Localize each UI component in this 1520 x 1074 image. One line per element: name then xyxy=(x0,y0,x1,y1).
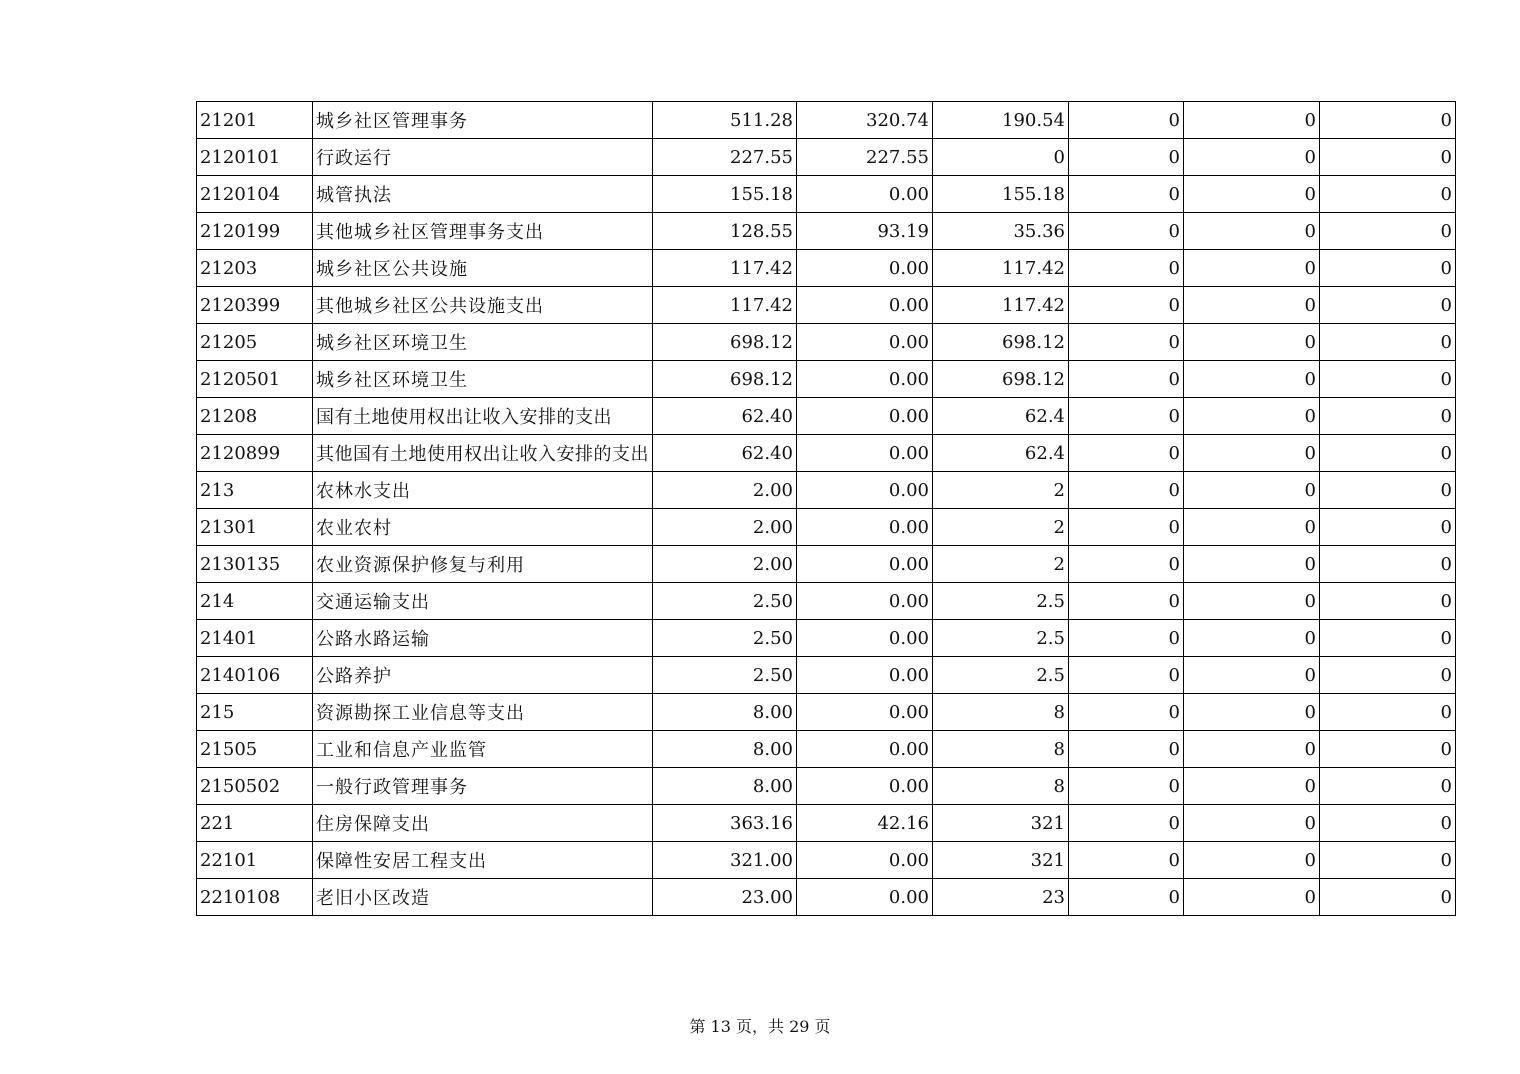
cell-name: 公路养护 xyxy=(313,657,653,694)
table-row xyxy=(197,250,1456,287)
cell-code: 215 xyxy=(197,694,313,731)
cell-value-2: 320.74 xyxy=(797,102,933,139)
cell-value-6: 0 xyxy=(1320,324,1456,361)
table-row xyxy=(197,620,1456,657)
table-row xyxy=(197,657,1456,694)
cell-name: 住房保障支出 xyxy=(313,805,653,842)
cell-value-5: 0 xyxy=(1184,657,1320,694)
cell-value-3: 698.12 xyxy=(933,324,1069,361)
cell-value-5: 0 xyxy=(1184,583,1320,620)
cell-value-2: 0.00 xyxy=(797,694,933,731)
cell-value-6: 0 xyxy=(1320,842,1456,879)
cell-value-6: 0 xyxy=(1320,546,1456,583)
table-row xyxy=(197,213,1456,250)
cell-value-1: 8.00 xyxy=(653,731,797,768)
cell-code: 2120899 xyxy=(197,435,313,472)
cell-value-5: 0 xyxy=(1184,546,1320,583)
cell-value-1: 511.28 xyxy=(653,102,797,139)
cell-value-6: 0 xyxy=(1320,472,1456,509)
cell-value-5: 0 xyxy=(1184,879,1320,916)
cell-value-5: 0 xyxy=(1184,287,1320,324)
cell-value-3: 62.4 xyxy=(933,435,1069,472)
cell-name: 工业和信息产业监管 xyxy=(313,731,653,768)
cell-value-5: 0 xyxy=(1184,213,1320,250)
cell-code: 21205 xyxy=(197,324,313,361)
cell-value-3: 321 xyxy=(933,842,1069,879)
cell-value-3: 698.12 xyxy=(933,361,1069,398)
cell-code: 21201 xyxy=(197,102,313,139)
cell-value-2: 0.00 xyxy=(797,842,933,879)
table-row xyxy=(197,583,1456,620)
cell-code: 21401 xyxy=(197,620,313,657)
cell-value-1: 227.55 xyxy=(653,139,797,176)
cell-value-6: 0 xyxy=(1320,509,1456,546)
cell-name: 老旧小区改造 xyxy=(313,879,653,916)
cell-value-1: 321.00 xyxy=(653,842,797,879)
cell-value-5: 0 xyxy=(1184,694,1320,731)
cell-value-4: 0 xyxy=(1069,879,1184,916)
cell-value-5: 0 xyxy=(1184,620,1320,657)
cell-name: 资源勘探工业信息等支出 xyxy=(313,694,653,731)
cell-name: 农林水支出 xyxy=(313,472,653,509)
cell-value-4: 0 xyxy=(1069,398,1184,435)
cell-value-4: 0 xyxy=(1069,546,1184,583)
cell-value-4: 0 xyxy=(1069,657,1184,694)
cell-value-2: 0.00 xyxy=(797,250,933,287)
cell-code: 2120101 xyxy=(197,139,313,176)
table-row xyxy=(197,842,1456,879)
cell-value-2: 0.00 xyxy=(797,287,933,324)
cell-value-1: 2.50 xyxy=(653,657,797,694)
cell-value-3: 190.54 xyxy=(933,102,1069,139)
cell-value-5: 0 xyxy=(1184,398,1320,435)
cell-value-1: 155.18 xyxy=(653,176,797,213)
cell-value-1: 23.00 xyxy=(653,879,797,916)
cell-code: 21208 xyxy=(197,398,313,435)
cell-name: 城管执法 xyxy=(313,176,653,213)
table-row xyxy=(197,805,1456,842)
table-row xyxy=(197,509,1456,546)
cell-value-3: 2.5 xyxy=(933,657,1069,694)
cell-code: 21505 xyxy=(197,731,313,768)
cell-code: 2120104 xyxy=(197,176,313,213)
cell-value-5: 0 xyxy=(1184,324,1320,361)
cell-value-2: 0.00 xyxy=(797,583,933,620)
cell-value-3: 2 xyxy=(933,509,1069,546)
cell-value-2: 0.00 xyxy=(797,620,933,657)
table-row xyxy=(197,324,1456,361)
cell-value-1: 2.00 xyxy=(653,546,797,583)
cell-value-1: 698.12 xyxy=(653,361,797,398)
cell-value-2: 0.00 xyxy=(797,731,933,768)
cell-value-1: 363.16 xyxy=(653,805,797,842)
table-row xyxy=(197,694,1456,731)
cell-value-1: 2.00 xyxy=(653,472,797,509)
cell-value-2: 0.00 xyxy=(797,361,933,398)
cell-value-2: 0.00 xyxy=(797,509,933,546)
cell-value-3: 2.5 xyxy=(933,620,1069,657)
cell-value-3: 117.42 xyxy=(933,250,1069,287)
cell-value-1: 117.42 xyxy=(653,287,797,324)
cell-value-5: 0 xyxy=(1184,768,1320,805)
cell-value-1: 8.00 xyxy=(653,694,797,731)
cell-value-6: 0 xyxy=(1320,213,1456,250)
cell-name: 一般行政管理事务 xyxy=(313,768,653,805)
cell-value-6: 0 xyxy=(1320,768,1456,805)
cell-name: 其他城乡社区管理事务支出 xyxy=(313,213,653,250)
cell-name: 行政运行 xyxy=(313,139,653,176)
cell-value-5: 0 xyxy=(1184,250,1320,287)
cell-value-2: 0.00 xyxy=(797,657,933,694)
cell-value-5: 0 xyxy=(1184,472,1320,509)
table-row xyxy=(197,398,1456,435)
cell-value-2: 0.00 xyxy=(797,879,933,916)
cell-value-2: 227.55 xyxy=(797,139,933,176)
cell-code: 2150502 xyxy=(197,768,313,805)
cell-code: 2140106 xyxy=(197,657,313,694)
cell-value-2: 0.00 xyxy=(797,546,933,583)
cell-value-6: 0 xyxy=(1320,879,1456,916)
table-body xyxy=(197,102,1456,916)
cell-value-3: 117.42 xyxy=(933,287,1069,324)
cell-value-3: 8 xyxy=(933,694,1069,731)
cell-code: 214 xyxy=(197,583,313,620)
cell-value-5: 0 xyxy=(1184,842,1320,879)
cell-value-1: 62.40 xyxy=(653,435,797,472)
cell-value-3: 35.36 xyxy=(933,213,1069,250)
cell-value-6: 0 xyxy=(1320,435,1456,472)
cell-code: 213 xyxy=(197,472,313,509)
cell-value-3: 0 xyxy=(933,139,1069,176)
table-row xyxy=(197,435,1456,472)
cell-value-1: 2.00 xyxy=(653,509,797,546)
table-row xyxy=(197,768,1456,805)
cell-code: 2120399 xyxy=(197,287,313,324)
table-row xyxy=(197,472,1456,509)
cell-value-5: 0 xyxy=(1184,731,1320,768)
cell-value-6: 0 xyxy=(1320,657,1456,694)
cell-value-3: 23 xyxy=(933,879,1069,916)
cell-name: 农业农村 xyxy=(313,509,653,546)
table-row xyxy=(197,139,1456,176)
cell-value-2: 0.00 xyxy=(797,324,933,361)
cell-value-4: 0 xyxy=(1069,102,1184,139)
cell-value-4: 0 xyxy=(1069,139,1184,176)
cell-value-1: 2.50 xyxy=(653,620,797,657)
cell-value-6: 0 xyxy=(1320,620,1456,657)
expenditure-table xyxy=(196,101,1456,916)
cell-code: 221 xyxy=(197,805,313,842)
cell-value-2: 0.00 xyxy=(797,435,933,472)
table-row xyxy=(197,361,1456,398)
cell-value-6: 0 xyxy=(1320,102,1456,139)
cell-value-5: 0 xyxy=(1184,805,1320,842)
cell-value-4: 0 xyxy=(1069,805,1184,842)
cell-value-4: 0 xyxy=(1069,361,1184,398)
cell-value-6: 0 xyxy=(1320,139,1456,176)
cell-value-2: 0.00 xyxy=(797,398,933,435)
cell-value-3: 8 xyxy=(933,768,1069,805)
cell-value-6: 0 xyxy=(1320,398,1456,435)
cell-value-3: 62.4 xyxy=(933,398,1069,435)
cell-code: 21203 xyxy=(197,250,313,287)
table-row xyxy=(197,102,1456,139)
cell-value-5: 0 xyxy=(1184,509,1320,546)
cell-value-2: 0.00 xyxy=(797,472,933,509)
cell-value-4: 0 xyxy=(1069,583,1184,620)
cell-code: 2120199 xyxy=(197,213,313,250)
cell-value-4: 0 xyxy=(1069,620,1184,657)
cell-value-3: 155.18 xyxy=(933,176,1069,213)
cell-value-4: 0 xyxy=(1069,472,1184,509)
cell-value-1: 117.42 xyxy=(653,250,797,287)
cell-value-6: 0 xyxy=(1320,250,1456,287)
table-row xyxy=(197,176,1456,213)
cell-name: 城乡社区环境卫生 xyxy=(313,361,653,398)
table-row xyxy=(197,546,1456,583)
cell-value-1: 8.00 xyxy=(653,768,797,805)
cell-value-6: 0 xyxy=(1320,731,1456,768)
cell-code: 21301 xyxy=(197,509,313,546)
cell-value-4: 0 xyxy=(1069,324,1184,361)
table-row xyxy=(197,731,1456,768)
cell-value-3: 2 xyxy=(933,472,1069,509)
cell-value-5: 0 xyxy=(1184,361,1320,398)
cell-value-2: 0.00 xyxy=(797,176,933,213)
cell-value-1: 2.50 xyxy=(653,583,797,620)
cell-value-3: 2 xyxy=(933,546,1069,583)
cell-value-1: 62.40 xyxy=(653,398,797,435)
cell-value-1: 698.12 xyxy=(653,324,797,361)
cell-name: 公路水路运输 xyxy=(313,620,653,657)
cell-value-4: 0 xyxy=(1069,287,1184,324)
cell-name: 其他国有土地使用权出让收入安排的支出 xyxy=(313,435,653,472)
cell-value-6: 0 xyxy=(1320,176,1456,213)
cell-value-4: 0 xyxy=(1069,213,1184,250)
cell-value-4: 0 xyxy=(1069,435,1184,472)
cell-value-3: 8 xyxy=(933,731,1069,768)
cell-value-3: 2.5 xyxy=(933,583,1069,620)
cell-name: 其他城乡社区公共设施支出 xyxy=(313,287,653,324)
cell-value-4: 0 xyxy=(1069,768,1184,805)
table-row xyxy=(197,879,1456,916)
cell-value-6: 0 xyxy=(1320,694,1456,731)
cell-code: 2210108 xyxy=(197,879,313,916)
cell-value-4: 0 xyxy=(1069,694,1184,731)
cell-value-2: 42.16 xyxy=(797,805,933,842)
cell-value-5: 0 xyxy=(1184,139,1320,176)
cell-value-3: 321 xyxy=(933,805,1069,842)
table-row xyxy=(197,287,1456,324)
cell-name: 城乡社区公共设施 xyxy=(313,250,653,287)
cell-name: 交通运输支出 xyxy=(313,583,653,620)
cell-value-2: 93.19 xyxy=(797,213,933,250)
cell-value-2: 0.00 xyxy=(797,768,933,805)
page-footer: 第 13 页，共 29 页 xyxy=(689,1017,831,1036)
cell-name: 城乡社区环境卫生 xyxy=(313,324,653,361)
cell-value-4: 0 xyxy=(1069,250,1184,287)
cell-name: 城乡社区管理事务 xyxy=(313,102,653,139)
cell-code: 2130135 xyxy=(197,546,313,583)
cell-name: 国有土地使用权出让收入安排的支出 xyxy=(313,398,653,435)
cell-code: 22101 xyxy=(197,842,313,879)
cell-value-4: 0 xyxy=(1069,731,1184,768)
cell-value-6: 0 xyxy=(1320,805,1456,842)
cell-value-4: 0 xyxy=(1069,842,1184,879)
cell-name: 农业资源保护修复与利用 xyxy=(313,546,653,583)
cell-code: 2120501 xyxy=(197,361,313,398)
cell-value-5: 0 xyxy=(1184,102,1320,139)
cell-value-5: 0 xyxy=(1184,435,1320,472)
cell-value-6: 0 xyxy=(1320,287,1456,324)
cell-value-6: 0 xyxy=(1320,583,1456,620)
cell-value-5: 0 xyxy=(1184,176,1320,213)
cell-name: 保障性安居工程支出 xyxy=(313,842,653,879)
cell-value-1: 128.55 xyxy=(653,213,797,250)
cell-value-4: 0 xyxy=(1069,509,1184,546)
cell-value-4: 0 xyxy=(1069,176,1184,213)
cell-value-6: 0 xyxy=(1320,361,1456,398)
